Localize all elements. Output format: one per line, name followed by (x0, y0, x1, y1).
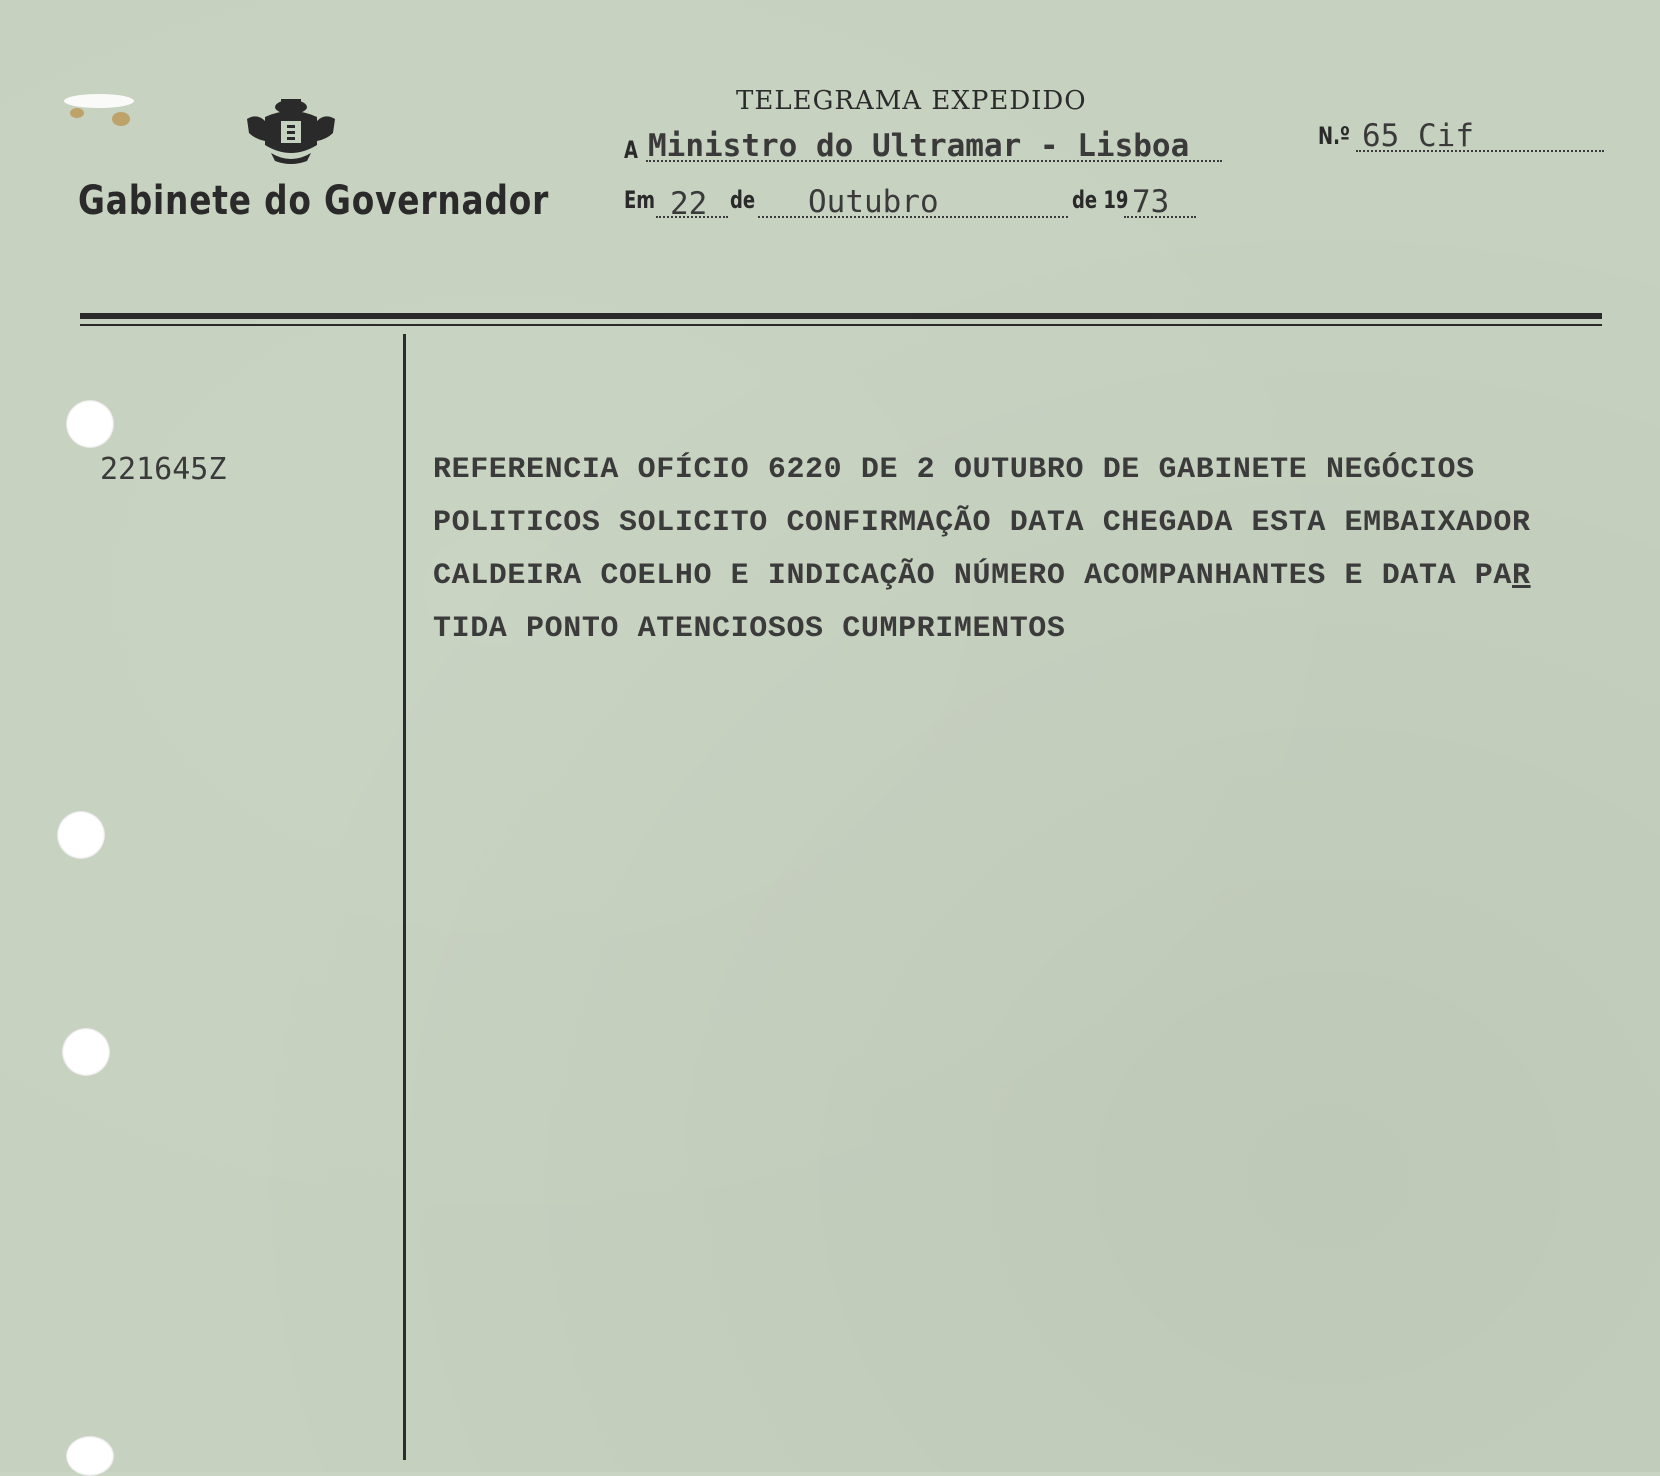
number-label: N.º (1318, 122, 1351, 150)
recipient-label: A (624, 136, 638, 164)
coat-of-arms-icon (245, 95, 337, 167)
document-type-heading: TELEGRAMA EXPEDIDO (736, 86, 1087, 116)
message-line: POLITICOS SOLICITO CONFIRMAÇÃO DATA CHEGADA ESTA EMBAIXADOR (433, 506, 1531, 540)
message-line: REFERENCIA OFÍCIO 6220 DE 2 OUTUBRO DE GABINETE NEGÓCIOS (433, 453, 1475, 487)
margin-divider (403, 334, 406, 1460)
punch-hole (62, 1028, 110, 1076)
date-day: 22 (670, 186, 708, 222)
message-line-text: CALDEIRA COELHO E INDICAÇÃO NÚMERO ACOMPANHANTES E DATA PA (433, 559, 1512, 593)
date-de-label: de (730, 186, 756, 214)
message-line (433, 550, 1613, 603)
date-month: Outubro (808, 184, 939, 220)
punch-hole (66, 400, 114, 448)
paper-stain (70, 108, 84, 118)
paper-stain (64, 94, 134, 108)
reference-code: 221645Z (100, 452, 227, 487)
message-line-underlined: R (1511, 559, 1531, 593)
header-divider-thin (80, 324, 1602, 326)
number-value: 65 Cif (1362, 118, 1474, 154)
punch-hole (66, 1436, 114, 1476)
message-body (433, 444, 1613, 656)
date-de-19-label: de 19 (1072, 186, 1129, 214)
date-em-label: Em (624, 186, 656, 214)
punch-hole (57, 811, 105, 859)
paper-stain (112, 112, 130, 126)
office-name: Gabinete do Governador (78, 178, 550, 224)
recipient-value: Ministro do Ultramar - Lisboa (648, 128, 1190, 164)
date-year: 73 (1132, 184, 1170, 220)
message-line: TIDA PONTO ATENCIOSOS CUMPRIMENTOS (433, 612, 1066, 646)
header-divider (80, 313, 1602, 319)
